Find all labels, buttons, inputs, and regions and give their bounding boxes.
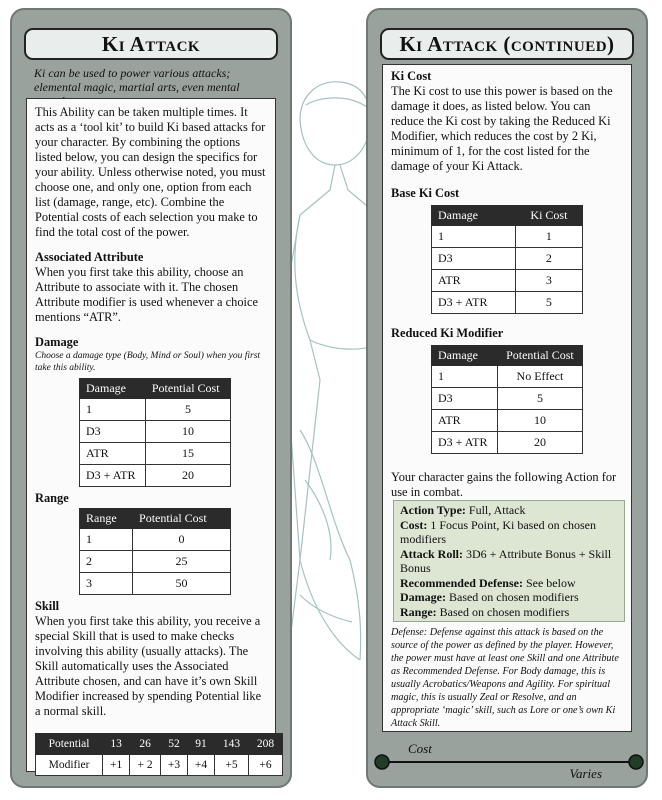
action-damage-label: Damage: xyxy=(400,590,446,604)
table-cell: 5 xyxy=(497,388,582,410)
damage-heading: Damage xyxy=(35,335,79,349)
left-card xyxy=(10,8,292,788)
table-header: Ki Cost xyxy=(515,206,582,226)
table-header: Damage xyxy=(432,346,498,366)
table-header: Potential Cost xyxy=(497,346,582,366)
table-cell: + 2 xyxy=(130,755,161,776)
associated-attribute-heading: Associated Attribute xyxy=(35,250,144,264)
table-cell: 5 xyxy=(515,292,582,314)
range-heading: Range xyxy=(35,491,69,505)
table-cell: 1 xyxy=(515,226,582,248)
table-cell: +6 xyxy=(248,755,282,776)
table-header: Potential Cost xyxy=(133,509,231,529)
table-cell: ATR xyxy=(80,443,146,465)
table-cell: 3 xyxy=(80,573,133,595)
table-header: Damage xyxy=(432,206,516,226)
table-cell: D3 + ATR xyxy=(80,465,146,487)
action-range-value: Based on chosen modifiers xyxy=(436,604,570,619)
ki-cost-heading: Ki Cost xyxy=(391,69,432,83)
table-cell: 25 xyxy=(133,551,231,573)
attack-roll-value: 3D6 + Attribute Bonus + Skill Bonus xyxy=(400,546,612,575)
table-cell: 1 xyxy=(432,226,516,248)
table-cell: 208 xyxy=(248,734,282,755)
table-cell: 5 xyxy=(145,399,230,421)
table-cell: ATR xyxy=(432,270,516,292)
table-cell: 20 xyxy=(145,465,230,487)
table-cell: D3 xyxy=(432,248,516,270)
table-cell: 2 xyxy=(515,248,582,270)
table-cell: 3 xyxy=(515,270,582,292)
table-cell: Modifier xyxy=(36,755,103,776)
action-block xyxy=(393,500,625,622)
base-ki-cost-table xyxy=(431,205,583,314)
table-cell: 1 xyxy=(432,366,498,388)
action-damage-value: Based on chosen modifiers xyxy=(445,590,579,604)
table-header: Potential Cost xyxy=(145,379,230,399)
table-cell: 50 xyxy=(133,573,231,595)
reduced-ki-modifier-table xyxy=(431,345,583,454)
defense-note: Defense: Defense against this attack is based on the source of the power as defined by the player. However, the power must have at least one Skill and one Attribute as Recommended Defense. For Body damage, this is usually Acrobatics/Weapons and Agility. For spiritual magic, this is usually Zeal or Resolve, and an appropriate ‘magic’ skill, such as Lore or one’s own Ki Attack Skill. xyxy=(391,627,619,729)
skill-text: When you first take this ability, you receive a special Skill that is used to make checks involving this ability (usually attacks). The Skill automatically uses the Associated Attribute chosen, and can have it’s own Skill Modifier increased by spending Potential like a normal skill. xyxy=(35,614,262,718)
table-cell: 91 xyxy=(188,734,215,755)
action-range-label: Range: xyxy=(400,604,437,619)
reduced-ki-modifier-heading: Reduced Ki Modifier xyxy=(391,326,504,340)
table-cell: D3 xyxy=(80,421,146,443)
intro-text: This Ability can be taken multiple times. It acts as a ‘tool kit’ to build Ki based attacks for your character. By combining the options listed below, you can design the specifics for your ability. Unless otherwise noted, you must choose one, and only one, option from each list (damage, range, etc). Combine the Potential costs of each selection you make to find the total cost of the power. xyxy=(35,105,266,239)
skill-heading: Skill xyxy=(35,599,60,613)
action-cost-label: Cost: xyxy=(400,517,428,532)
table-cell: No Effect xyxy=(497,366,582,388)
right-card xyxy=(366,8,648,788)
table-cell: +1 xyxy=(103,755,130,776)
table-cell: 0 xyxy=(133,529,231,551)
right-card-title: Ki Attack (continued) xyxy=(380,28,634,60)
table-cell: 13 xyxy=(103,734,130,755)
range-table xyxy=(79,508,231,595)
left-card-title: Ki Attack xyxy=(24,28,278,60)
action-type-value: Full, Attack xyxy=(465,503,526,517)
base-ki-cost-heading: Base Ki Cost xyxy=(391,186,460,200)
table-cell: 52 xyxy=(161,734,188,755)
recommended-defense-label: Recommended Defense: xyxy=(400,575,523,590)
action-type-label: Action Type: xyxy=(400,503,466,517)
cost-value: Varies xyxy=(569,766,602,781)
table-cell: 10 xyxy=(497,410,582,432)
table-cell: Potential xyxy=(36,734,103,755)
associated-attribute-text: When you first take this ability, choose an Attribute to associate with it. The chosen Attribute modifier is used whenever a choice mentions “ATR”. xyxy=(35,265,258,324)
table-cell: 1 xyxy=(80,399,146,421)
table-cell: D3 + ATR xyxy=(432,292,516,314)
right-card-body xyxy=(382,64,632,732)
damage-table xyxy=(79,378,231,487)
table-cell: +3 xyxy=(161,755,188,776)
table-cell: ATR xyxy=(432,410,498,432)
table-cell: +5 xyxy=(215,755,249,776)
recommended-defense-value: See below xyxy=(522,575,576,590)
left-card-body xyxy=(26,98,276,772)
table-cell: D3 + ATR xyxy=(432,432,498,454)
table-cell: D3 xyxy=(432,388,498,410)
ki-cost-text: The Ki cost to use this power is based on the damage it does, as listed below. You can reduce the Ki cost by taking the Reduced Ki Modifier, which reduces the cost by 2 Ki, minimum of 1, for the cost listed for the damage of your Ki Attack. xyxy=(391,84,613,173)
table-cell: 143 xyxy=(215,734,249,755)
damage-note: Choose a damage type (Body, Mind or Soul) when you first take this ability. xyxy=(35,351,261,373)
table-header: Damage xyxy=(80,379,146,399)
action-cost-value: 1 Focus Point, Ki based on chosen modifiers xyxy=(400,517,596,546)
table-cell: 2 xyxy=(80,551,133,573)
attack-roll-label: Attack Roll: xyxy=(400,546,463,561)
table-cell: 15 xyxy=(145,443,230,465)
table-cell: +4 xyxy=(188,755,215,776)
table-header: Range xyxy=(80,509,133,529)
table-cell: 26 xyxy=(130,734,161,755)
potential-modifier-table xyxy=(35,733,283,776)
cost-label: Cost xyxy=(408,741,432,756)
table-cell: 10 xyxy=(145,421,230,443)
cost-bar-left-knob-icon xyxy=(375,755,389,769)
table-cell: 1 xyxy=(80,529,133,551)
left-card-subtitle: Ki can be used to power various attacks; elemental magic, martial arts, even mental xyxy=(34,66,240,94)
action-intro-text: Your character gains the following Action for use in combat. xyxy=(391,470,617,499)
table-cell: 20 xyxy=(497,432,582,454)
cost-bar-right-knob-icon xyxy=(629,755,643,769)
